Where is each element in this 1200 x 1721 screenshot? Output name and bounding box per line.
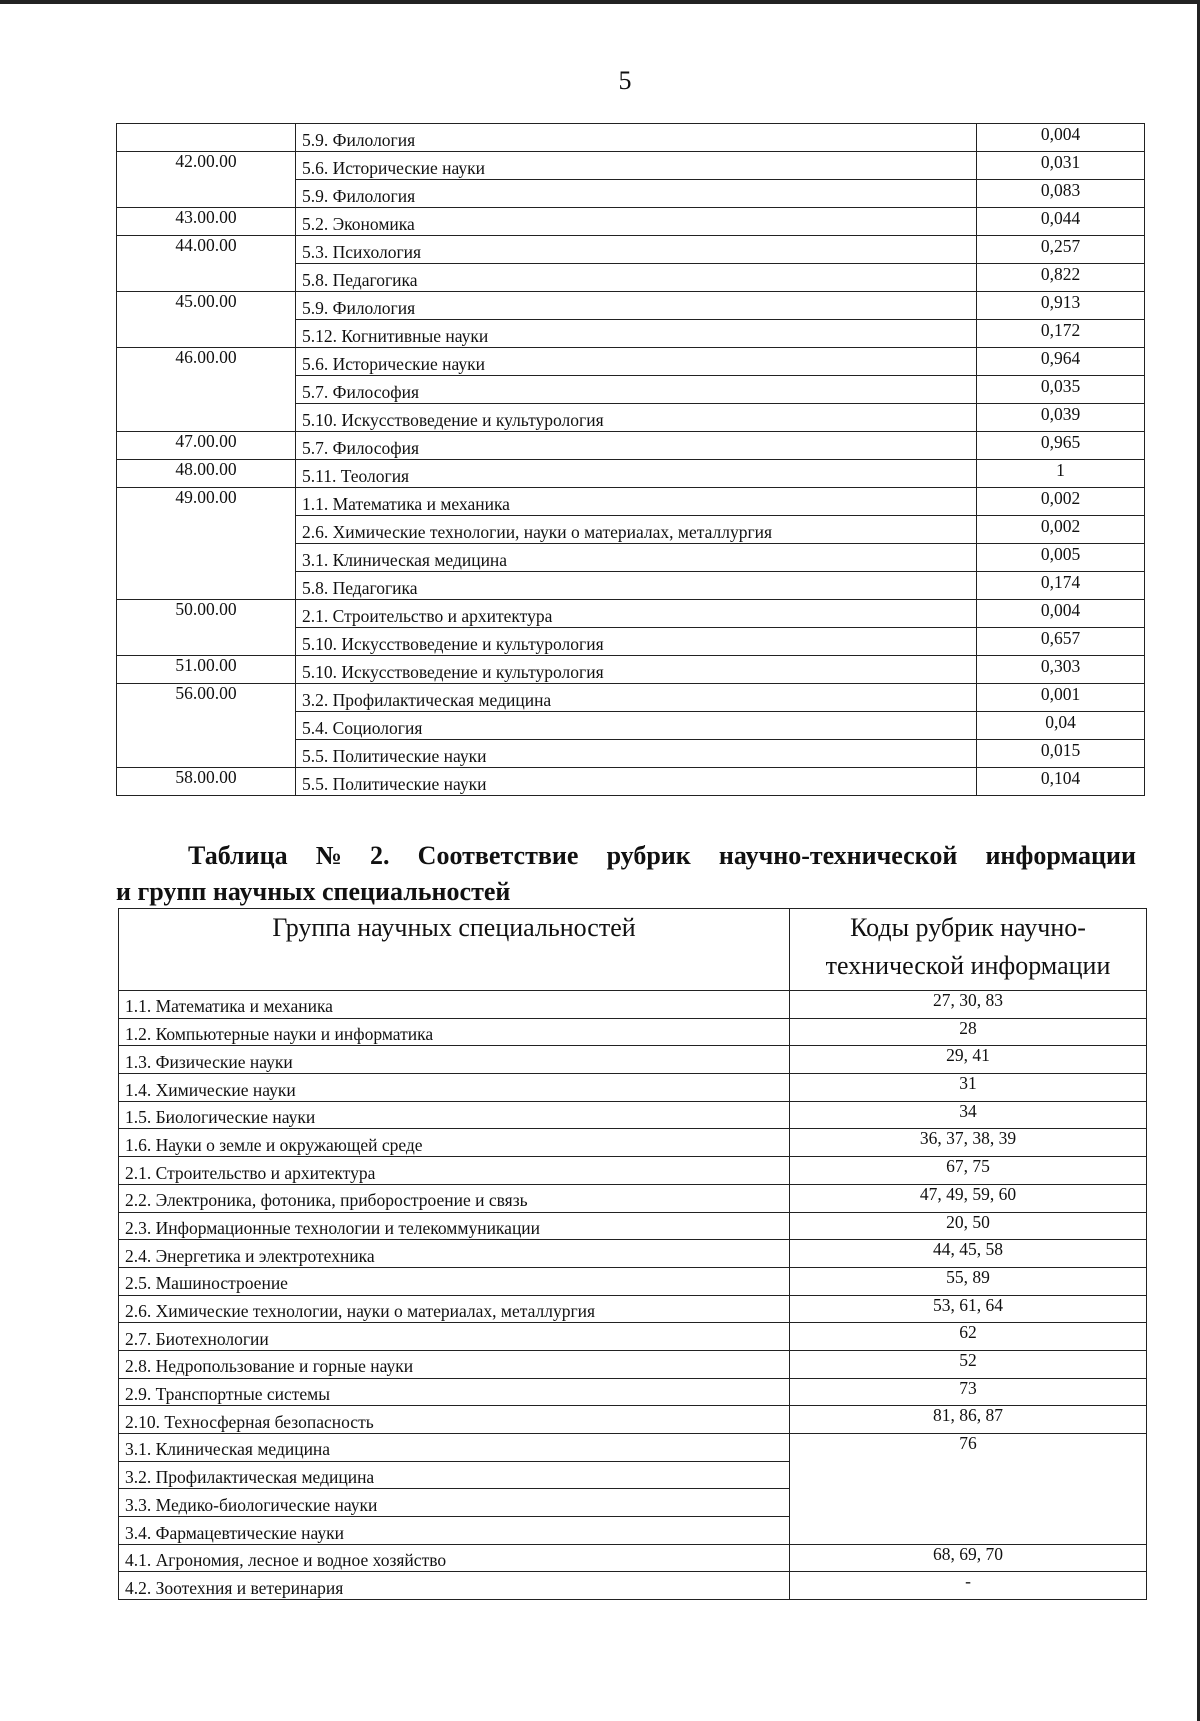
table-2-row	[119, 1434, 1147, 1462]
table-2-group-cell: 2.5. Машиностроение	[119, 1267, 790, 1295]
table-1-row	[117, 152, 1145, 180]
table-1-share-cell: 0,031	[977, 152, 1145, 180]
table-2-codes-cell: 52	[790, 1350, 1147, 1378]
table-2-group-cell: 3.2. Профилактическая медицина	[119, 1461, 790, 1489]
table-1-code-cell: 42.00.00	[117, 152, 296, 208]
table-2-codes-cell: 34	[790, 1101, 1147, 1129]
table-1-share-cell: 0,303	[977, 656, 1145, 684]
table-2-group-cell: 2.7. Биотехнологии	[119, 1323, 790, 1351]
table-1-share-cell: 0,004	[977, 124, 1145, 152]
table-2-codes-cell: 29, 41	[790, 1046, 1147, 1074]
table-1-share-cell: 0,039	[977, 404, 1145, 432]
table-2-group-cell: 2.4. Энергетика и электротехника	[119, 1240, 790, 1268]
table-1-code-cell: 46.00.00	[117, 348, 296, 432]
table-1-specialty-cell: 5.8. Педагогика	[296, 264, 977, 292]
table-1-code-cell: 56.00.00	[117, 684, 296, 768]
table-1-share-cell: 0,822	[977, 264, 1145, 292]
table-2-group-cell: 2.3. Информационные технологии и телекоммуникации	[119, 1212, 790, 1240]
table-2-group-cell: 3.1. Клиническая медицина	[119, 1434, 790, 1462]
table-2-group-cell: 4.2. Зоотехния и ветеринария	[119, 1572, 790, 1600]
table-1-specialty-cell: 5.7. Философия	[296, 376, 977, 404]
table-2-row	[119, 1378, 1147, 1406]
table-1-specialty-cell: 5.9. Филология	[296, 180, 977, 208]
table-1-specialty-cell: 1.1. Математика и механика	[296, 488, 977, 516]
table-2-codes-cell: 81, 86, 87	[790, 1406, 1147, 1434]
table-1-specialty-cell: 5.7. Философия	[296, 432, 977, 460]
table-1-specialty-cell: 5.8. Педагогика	[296, 572, 977, 600]
table-2-codes-cell: 47, 49, 59, 60	[790, 1184, 1147, 1212]
table-2-row	[119, 1184, 1147, 1212]
table-1-specialty-cell: 2.1. Строительство и архитектура	[296, 600, 977, 628]
table-1-row	[117, 208, 1145, 236]
table-1-code-cell: 48.00.00	[117, 460, 296, 488]
page-number: 5	[618, 66, 632, 95]
table-1-specialty-cell: 5.10. Искусствоведение и культурология	[296, 628, 977, 656]
table-2-codes-cell: 27, 30, 83	[790, 991, 1147, 1019]
table-1-specialty-cell: 5.12. Когнитивные науки	[296, 320, 977, 348]
table-2-title-word: научно-технической	[718, 841, 958, 870]
table-1-specialty-cell: 5.9. Филология	[296, 292, 977, 320]
table-1-share-cell: 0,913	[977, 292, 1145, 320]
table-1-row	[117, 432, 1145, 460]
table-2-group-cell: 2.8. Недропользование и горные науки	[119, 1350, 790, 1378]
table-2-title-word: Таблица	[188, 841, 288, 870]
table-1-specialty-cell: 5.3. Психология	[296, 236, 977, 264]
table-1-specialty-cell: 3.2. Профилактическая медицина	[296, 684, 977, 712]
table-2-row	[119, 1240, 1147, 1268]
scan-border-top	[0, 0, 1200, 4]
table-1-share-cell: 0,657	[977, 628, 1145, 656]
table-2-row	[119, 1212, 1147, 1240]
table-2-codes-cell: 31	[790, 1074, 1147, 1102]
table-1-specialty-cell: 5.10. Искусствоведение и культурология	[296, 656, 977, 684]
table-1-specialty-cell: 5.2. Экономика	[296, 208, 977, 236]
table-2-codes-cell: 20, 50	[790, 1212, 1147, 1240]
table-2	[118, 908, 1147, 1600]
table-1-share-cell: 0,015	[977, 740, 1145, 768]
table-2-group-cell: 2.9. Транспортные системы	[119, 1378, 790, 1406]
table-2-row	[119, 1295, 1147, 1323]
table-1-specialty-cell: 2.6. Химические технологии, науки о материалах, металлургия	[296, 516, 977, 544]
table-1-specialty-cell: 5.9. Филология	[296, 124, 977, 152]
table-2-group-cell: 1.4. Химические науки	[119, 1074, 790, 1102]
header-codes-column	[790, 909, 1147, 991]
table-1-share-cell: 0,002	[977, 516, 1145, 544]
table-2-row	[119, 1350, 1147, 1378]
table-2-codes-cell: 53, 61, 64	[790, 1295, 1147, 1323]
table-1-share-cell: 0,004	[977, 600, 1145, 628]
table-1-code-cell: 44.00.00	[117, 236, 296, 292]
table-2-group-cell: 2.6. Химические технологии, науки о материалах, металлургия	[119, 1295, 790, 1323]
table-2-codes-cell: 68, 69, 70	[790, 1544, 1147, 1572]
table-2-group-cell: 1.1. Математика и механика	[119, 991, 790, 1019]
table-2-row	[119, 1046, 1147, 1074]
table-2-group-cell: 4.1. Агрономия, лесное и водное хозяйство	[119, 1544, 790, 1572]
table-1-share-cell: 0,174	[977, 572, 1145, 600]
table-1-row	[117, 600, 1145, 628]
table-1-code-cell: 49.00.00	[117, 488, 296, 600]
table-2-codes-cell: 36, 37, 38, 39	[790, 1129, 1147, 1157]
table-2-title-line-2: и групп научных специальностей	[116, 877, 511, 906]
table-2-row	[119, 1129, 1147, 1157]
table-2-codes-cell: 73	[790, 1378, 1147, 1406]
table-2-row	[119, 1572, 1147, 1600]
table-1-code-cell: 43.00.00	[117, 208, 296, 236]
table-1-share-cell: 0,965	[977, 432, 1145, 460]
table-2-group-cell: 1.2. Компьютерные науки и информатика	[119, 1018, 790, 1046]
table-1-share-cell: 1	[977, 460, 1145, 488]
table-1-specialty-cell: 5.11. Теология	[296, 460, 977, 488]
table-1-row	[117, 236, 1145, 264]
table-2-row	[119, 1101, 1147, 1129]
table-2-title-word: 2.	[370, 841, 390, 870]
table-2-group-cell: 2.10. Техносферная безопасность	[119, 1406, 790, 1434]
table-2-codes-cell: 55, 89	[790, 1267, 1147, 1295]
table-1-row	[117, 488, 1145, 516]
table-2-group-cell: 1.6. Науки о земле и окружающей среде	[119, 1129, 790, 1157]
table-2-title-word: №	[315, 841, 342, 870]
table-1-share-cell: 0,257	[977, 236, 1145, 264]
table-1-specialty-cell: 5.10. Искусствоведение и культурология	[296, 404, 977, 432]
table-2-codes-cell: 67, 75	[790, 1157, 1147, 1185]
table-2-group-cell: 1.3. Физические науки	[119, 1046, 790, 1074]
table-1-share-cell: 0,002	[977, 488, 1145, 516]
table-1-specialty-cell: 5.5. Политические науки	[296, 740, 977, 768]
table-1-specialty-cell: 5.6. Исторические науки	[296, 152, 977, 180]
table-1-share-cell: 0,172	[977, 320, 1145, 348]
table-2-codes-cell: -	[790, 1572, 1147, 1600]
table-1-share-cell: 0,001	[977, 684, 1145, 712]
table-2-title-word: информации	[985, 841, 1136, 870]
table-2-group-cell: 1.5. Биологические науки	[119, 1101, 790, 1129]
header-codes-line-1: Коды рубрик научно-	[850, 913, 1086, 942]
table-1-row	[117, 292, 1145, 320]
table-1-row	[117, 684, 1145, 712]
table-1-row	[117, 656, 1145, 684]
header-codes-line-2: технической информации	[825, 951, 1111, 980]
table-1-share-cell: 0,083	[977, 180, 1145, 208]
table-1-row	[117, 124, 1145, 152]
table-1-code-cell: 47.00.00	[117, 432, 296, 460]
table-1-code-cell: 51.00.00	[117, 656, 296, 684]
table-1-specialty-cell: 5.4. Социология	[296, 712, 977, 740]
table-1-row	[117, 348, 1145, 376]
table-2-codes-cell: 28	[790, 1018, 1147, 1046]
table-2-group-cell: 3.3. Медико-биологические науки	[119, 1489, 790, 1517]
table-2-row	[119, 1157, 1147, 1185]
table-2-group-cell: 2.1. Строительство и архитектура	[119, 1157, 790, 1185]
table-2-codes-cell: 76	[790, 1434, 1147, 1545]
table-1-specialty-cell: 5.6. Исторические науки	[296, 348, 977, 376]
table-1-code-cell: 50.00.00	[117, 600, 296, 656]
table-1	[116, 123, 1145, 796]
table-1-share-cell: 0,04	[977, 712, 1145, 740]
header-group-column: Группа научных специальностей	[119, 909, 790, 991]
table-1-specialty-cell: 3.1. Клиническая медицина	[296, 544, 977, 572]
table-1-share-cell: 0,005	[977, 544, 1145, 572]
table-2-codes-cell: 62	[790, 1323, 1147, 1351]
table-1-row	[117, 768, 1145, 796]
table-2-row	[119, 1406, 1147, 1434]
table-1-code-cell: 58.00.00	[117, 768, 296, 796]
table-2-row	[119, 991, 1147, 1019]
table-1-code-cell: 45.00.00	[117, 292, 296, 348]
table-1-share-cell: 0,964	[977, 348, 1145, 376]
table-2-row	[119, 1018, 1147, 1046]
table-2-row	[119, 1323, 1147, 1351]
table-2-row	[119, 1267, 1147, 1295]
table-2-codes-cell: 44, 45, 58	[790, 1240, 1147, 1268]
table-1-row	[117, 460, 1145, 488]
table-2-title-word: рубрик	[606, 841, 691, 870]
table-2-group-cell: 3.4. Фармацевтические науки	[119, 1517, 790, 1545]
table-2-row	[119, 1074, 1147, 1102]
table-1-share-cell: 0,104	[977, 768, 1145, 796]
table-2-group-cell: 2.2. Электроника, фотоника, приборостроение и связь	[119, 1184, 790, 1212]
table-2-title-line-1	[116, 838, 1136, 874]
table-2-header-row	[119, 909, 1147, 991]
table-2-title-word: Соответствие	[417, 841, 579, 870]
table-2-row	[119, 1544, 1147, 1572]
table-2-title	[116, 838, 1136, 910]
table-1-code-cell	[117, 124, 296, 152]
table-1-specialty-cell: 5.5. Политические науки	[296, 768, 977, 796]
table-1-share-cell: 0,035	[977, 376, 1145, 404]
table-1-share-cell: 0,044	[977, 208, 1145, 236]
